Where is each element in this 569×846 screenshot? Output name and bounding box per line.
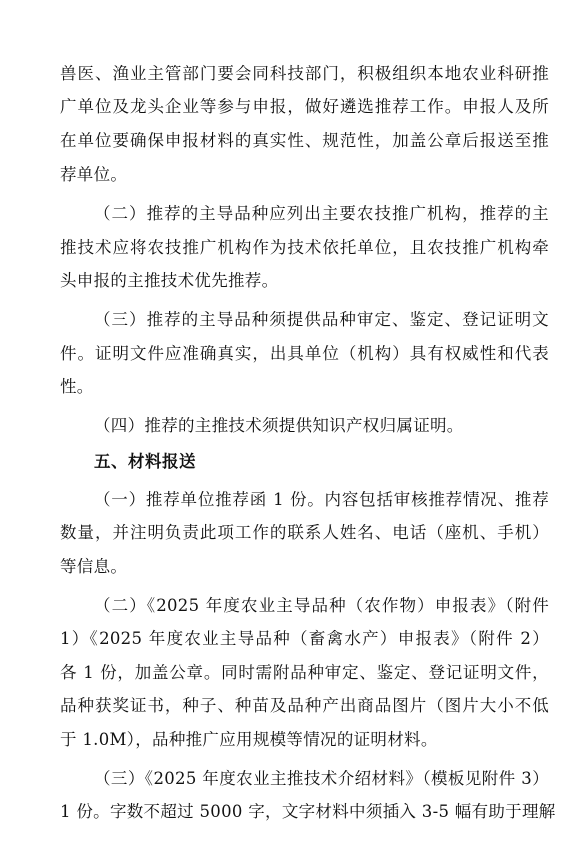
- text-line: 性。: [60, 377, 94, 396]
- text-line: （二）《2025 年度农业主导品种（农作物）申报表》（附件: [94, 596, 549, 615]
- text-line: 于 1.0M），品种推广应用规模等情况的证明材料。: [60, 730, 438, 749]
- text-line: （三）推荐的主导品种须提供品种审定、鉴定、登记证明文: [94, 310, 549, 329]
- text-line: 兽医、渔业主管部门要会同科技部门，积极组织本地农业科研推: [60, 64, 549, 83]
- section-heading: 五、材料报送: [94, 452, 196, 471]
- text-line: 各 1 份，加盖公章。同时需附品种审定、鉴定、登记证明文件，: [60, 663, 549, 682]
- text-line: 在单位要确保申报材料的真实性、规范性，加盖公章后报送至推: [60, 131, 549, 150]
- text-line: 头申报的主推技术优先推荐。: [60, 271, 279, 290]
- text-line: 1 份。字数不超过 5000 字，文字材料中须插入 3-5 幅有助于理解: [60, 802, 556, 821]
- text-line: 等信息。: [60, 557, 128, 576]
- text-line: 推技术应将农技推广机构作为技术依托单位，且农技推广机构牵: [60, 238, 549, 257]
- text-line: （二）推荐的主导品种应列出主要农技推广机构，推荐的主: [94, 204, 549, 223]
- text-line: 1）《2025 年度农业主导品种（畜禽水产）申报表》（附件 2）: [60, 629, 549, 648]
- text-line: （四）推荐的主推技术须提供知识产权归属证明。: [94, 416, 464, 435]
- text-line: （一）推荐单位推荐函 1 份。内容包括审核推荐情况、推荐: [94, 490, 549, 509]
- text-line: 广单位及龙头企业等参与申报，做好遴选推荐工作。申报人及所: [60, 97, 549, 116]
- text-line: 数量，并注明负责此项工作的联系人姓名、电话（座机、手机）: [60, 523, 549, 542]
- text-line: （三）《2025 年度农业主推技术介绍材料》（模板见附件 3）: [94, 769, 549, 788]
- text-line: 件。证明文件应准确真实，出具单位（机构）具有权威性和代表: [60, 344, 549, 363]
- text-line: 荐单位。: [60, 165, 128, 184]
- text-line: 品种获奖证书，种子、种苗及品种产出商品图片（图片大小不低: [60, 696, 549, 715]
